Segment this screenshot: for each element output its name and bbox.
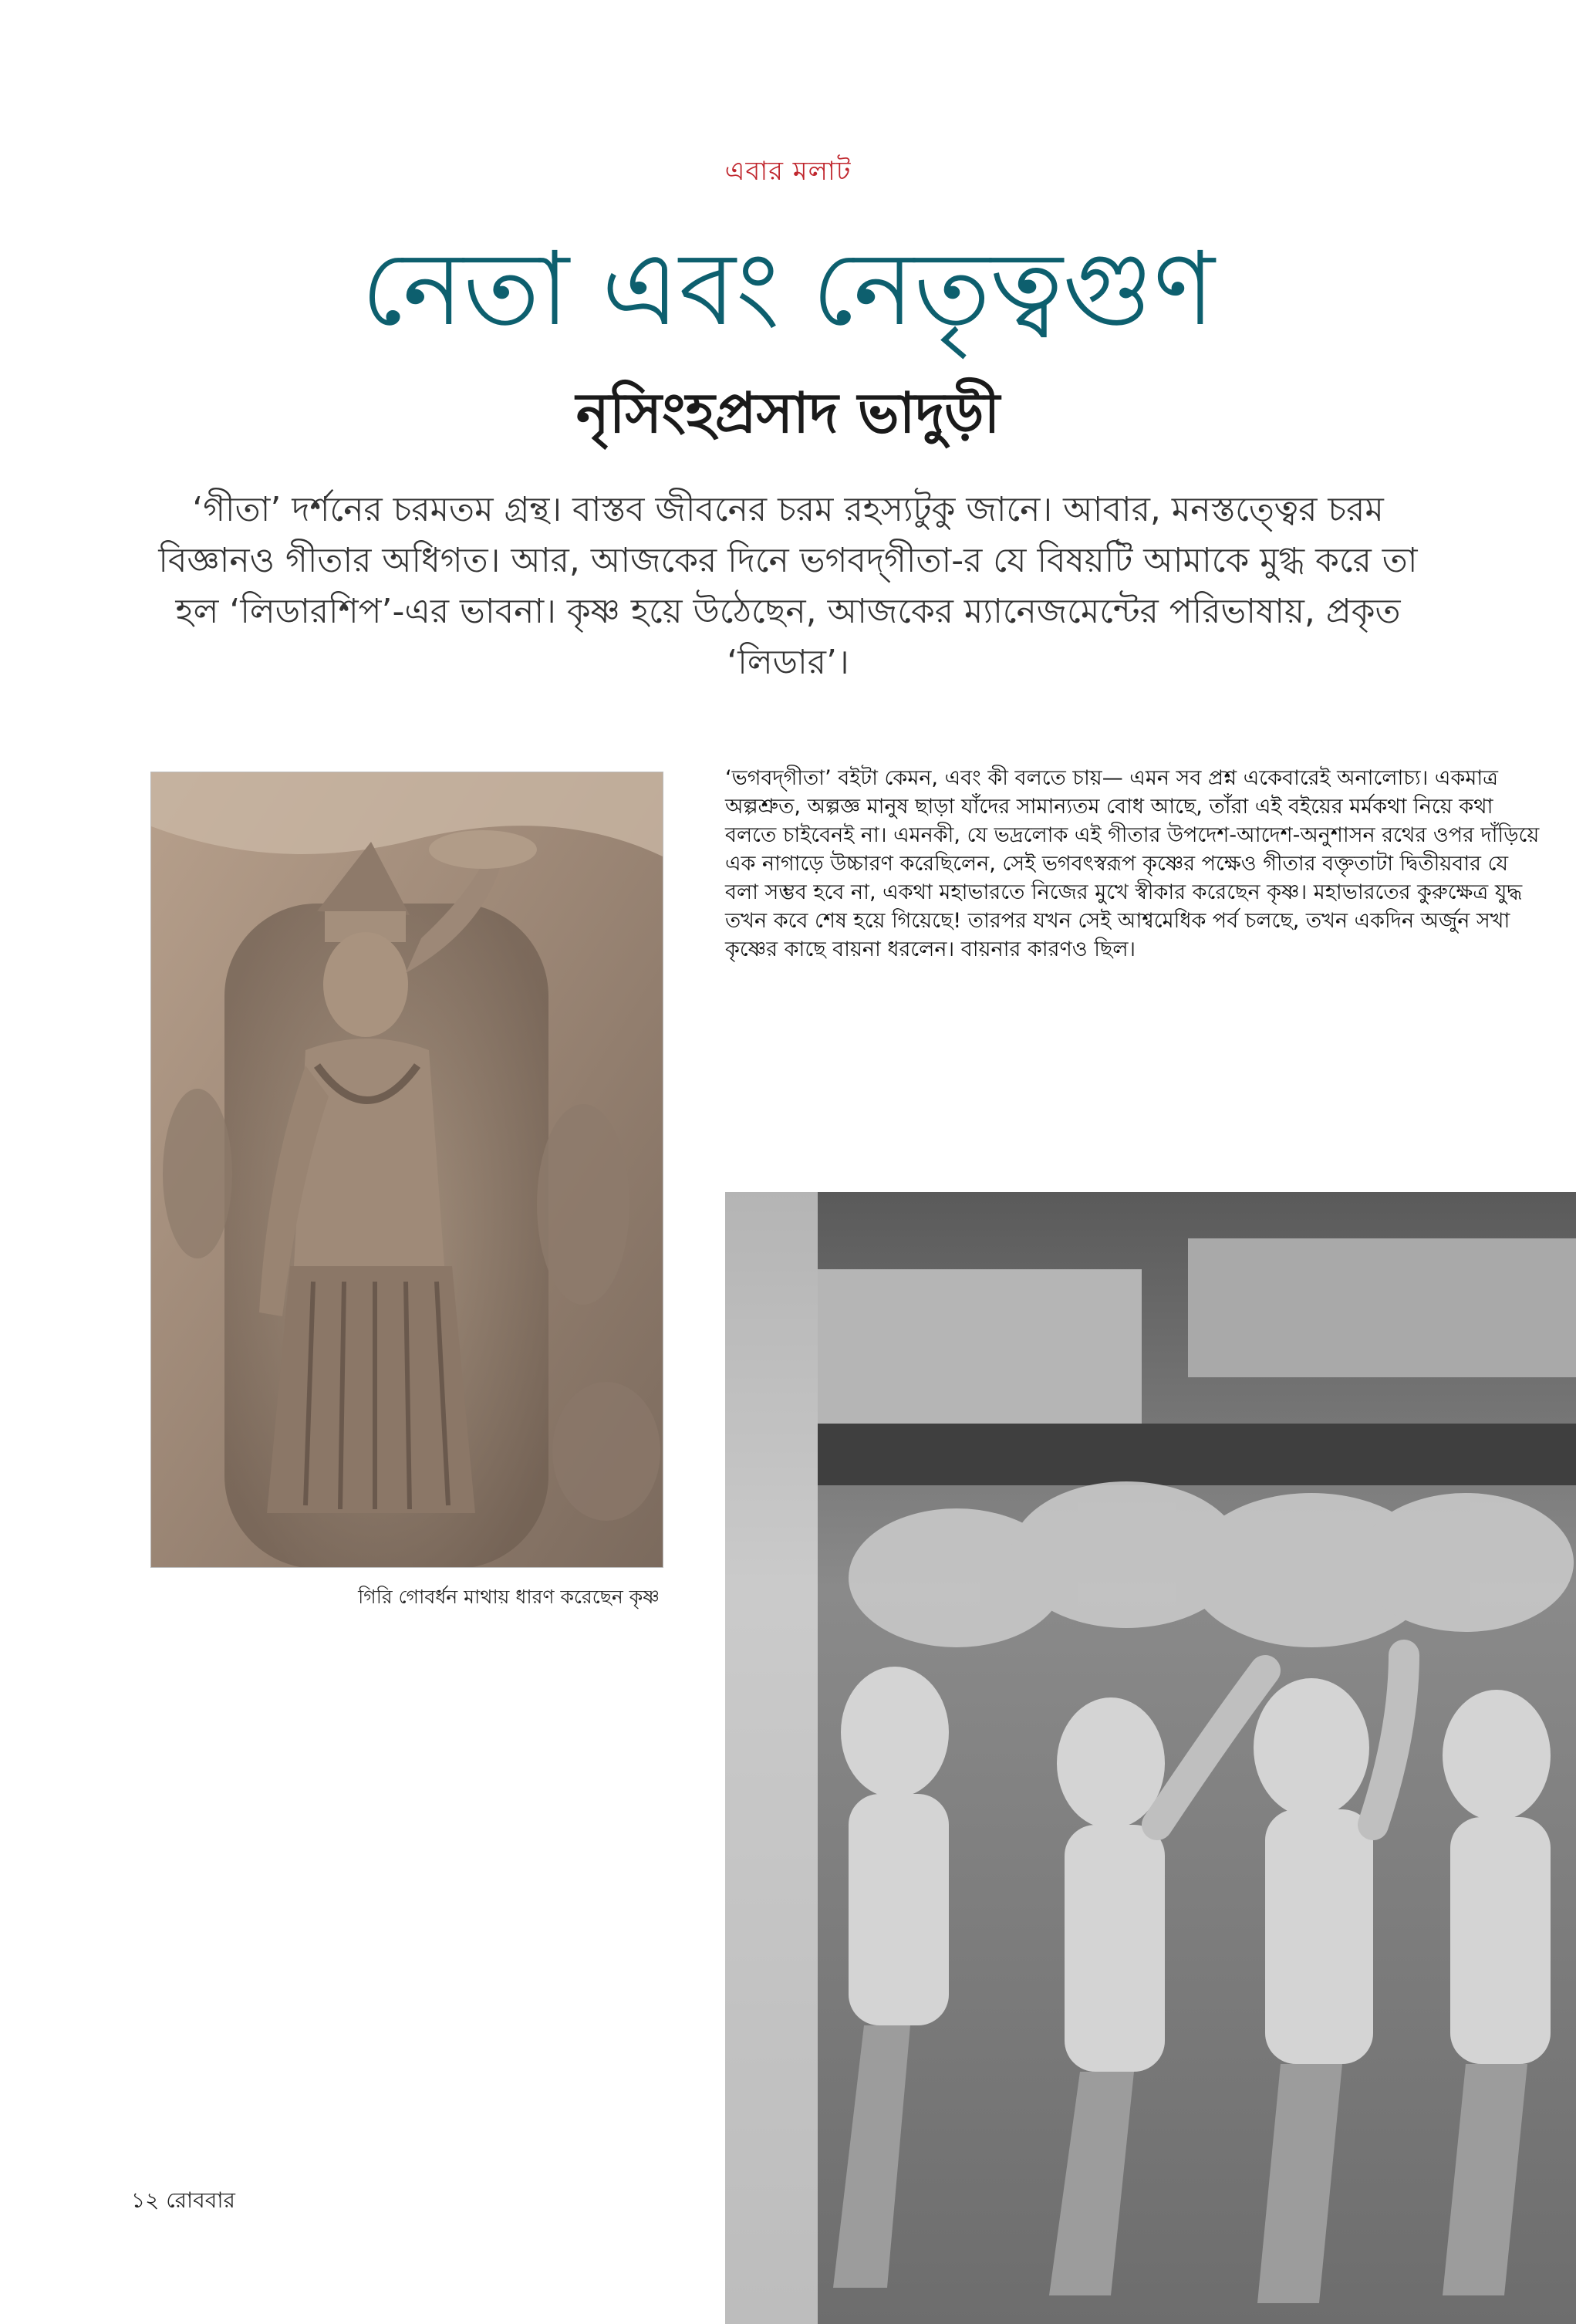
article-author: নৃসিংহপ্রসাদ ভাদুড়ী — [575, 380, 1001, 445]
krishna-sculpture-photo — [150, 772, 663, 1568]
page-footer: ১২ রোববার — [131, 2187, 235, 2213]
article-title: নেতা এবং নেতৃত্বগুণ — [361, 230, 1215, 349]
article-intro: ‘গীতা’ দর্শনের চরমতম গ্রন্থ। বাস্তব জীবনের চরম রহস্যটুকু জানে। আবার, মনস্তত্ত্বের চরম বিজ্ঞানও গীতার অধিগত। আর, আজকের দিনে ভগবদ্‌গীতা-র যে বিষয়টি আমাকে মুগ্ধ করে তা হল ‘লিডারশিপ’-এর ভাবনা। কৃষ্ণ হয়ে উঠেছেন, আজকের ম্যানেজমেন্টের পরিভাষায়, প্রকৃত ‘লিডার’। — [158, 490, 1418, 682]
left-photo-caption: গিরি গোবর্ধন মাথায় ধারণ করেছেন কৃষ্ণ — [358, 1586, 660, 1608]
temple-frieze-image — [725, 1192, 1576, 2324]
krishna-sculpture-image — [151, 772, 663, 1568]
section-kicker: এবার মলাট — [724, 156, 852, 187]
temple-frieze-photo — [725, 1192, 1576, 2324]
article-body: ‘ভগবদ্‌গীতা’ বইটা কেমন, এবং কী বলতে চায়— এমন সব প্রশ্ন একেবারেই অনালোচ্য। একমাত্র অল্পশ্রুত, অল্পজ্ঞ মানুষ ছাড়া যাঁদের সামান্যতম বোধ আছে, তাঁরা এই বইয়ের মর্মকথা নিয়ে কথা বলতে চাইবেনই না। এমনকী, যে ভদ্রলোক এই গীতার উপদেশ-আদেশ-অনুশাসন রথের ওপর দাঁড়িয়ে এক নাগাড়ে উচ্চারণ করেছিলেন, সেই ভগবৎস্বরূপ কৃষ্ণের পক্ষেও গীতার বক্তৃতাটা দ্বিতীয়বার যে বলা সম্ভব হবে না, একথা মহাভারতে নিজের মুখে স্বীকার করেছেন কৃষ্ণ। মহাভারতের কুরুক্ষেত্র যুদ্ধ তখন কবে শেষ হয়ে গিয়েছে! তারপর যখন সেই আশ্বমেধিক পর্ব চলছে, তখন একদিন অর্জুন সখা কৃষ্ণের কাছে বায়না ধরলেন। বায়নার কারণও ছিল। — [725, 766, 1540, 961]
